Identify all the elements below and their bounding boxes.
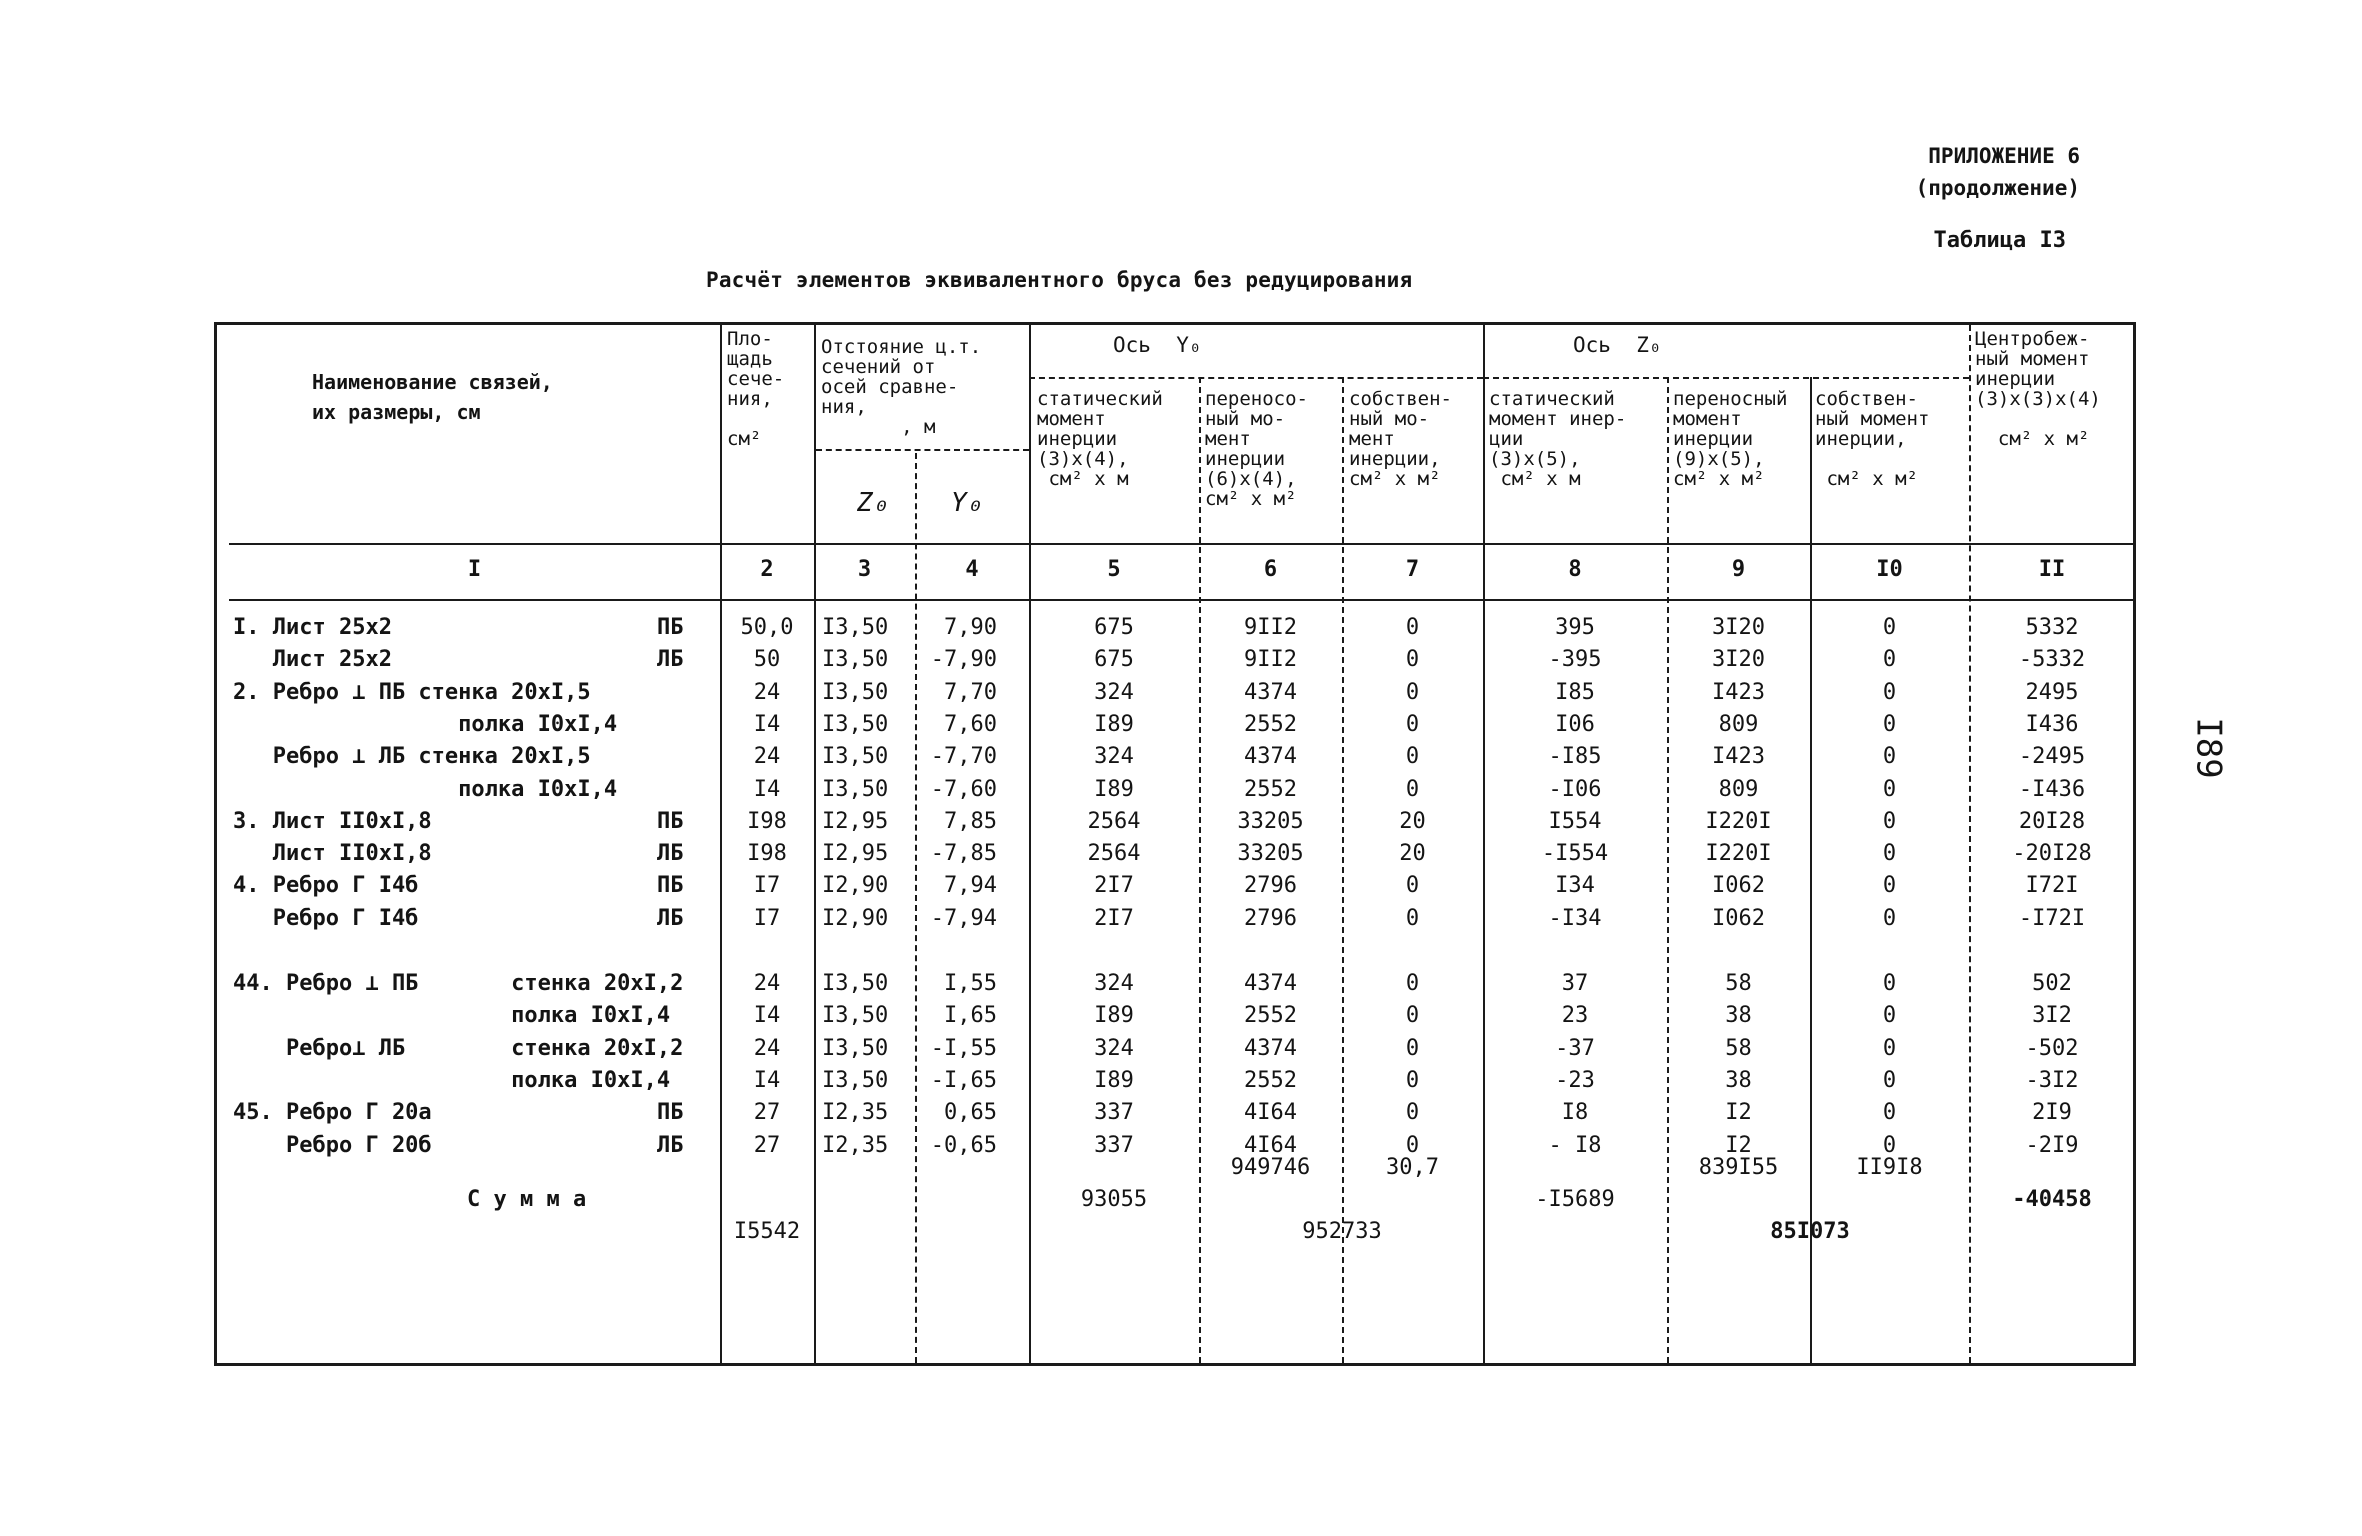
row-side: ЛБ: [657, 647, 684, 673]
cell-y: -7,60: [930, 776, 997, 802]
cell-area: I7: [753, 873, 781, 899]
cell-c7: 0: [1405, 679, 1420, 705]
cell-c9: 58: [1725, 1035, 1752, 1061]
cell-c6: 9II2: [1244, 647, 1297, 673]
row-side: ПБ: [657, 873, 684, 899]
column-header-own-moment-y: собствен- ный мо- мент инерции, см² x м²: [1349, 388, 1452, 490]
cell-c7: 0: [1405, 905, 1420, 931]
cell-c5: I89: [1094, 1067, 1134, 1093]
cell-c5: I89: [1094, 776, 1134, 802]
column-header-static-moment-z: статический момент инер- ции (3)x(5), см² x м: [1489, 388, 1627, 490]
row-side: ЛБ: [657, 1132, 684, 1158]
row-name: Ребро⊥ ЛБ стенка 20xI,2: [233, 1035, 684, 1061]
cell-c8: 395: [1555, 615, 1595, 640]
cell-c11: I72I: [2025, 873, 2079, 899]
cell-area: 24: [753, 971, 781, 996]
cell-c7: 0: [1405, 1132, 1420, 1158]
cell-c7: 20: [1399, 841, 1426, 867]
cell-c6: 9II2: [1244, 615, 1297, 640]
cell-area: I4: [753, 1067, 781, 1093]
cell-y: -7,70: [930, 744, 997, 770]
cell-c8: -I06: [1548, 776, 1602, 802]
cell-c6: 4374: [1244, 679, 1297, 705]
cell-c11: 2I9: [2032, 1100, 2072, 1126]
cell-c10: 0: [1882, 873, 1897, 899]
cell-c11: -2495: [2018, 744, 2086, 770]
cell-c10: 0: [1882, 1067, 1897, 1093]
cell-z: I3,50: [822, 1035, 889, 1061]
cell-c8: -23: [1555, 1067, 1595, 1093]
cell-c9: I220I: [1705, 841, 1772, 867]
row-side: ПБ: [657, 808, 684, 834]
cell-c6: 2796: [1244, 905, 1297, 931]
cell-z: I3,50: [822, 971, 889, 996]
cell-z: I3,50: [822, 711, 889, 737]
cell-c6: 4374: [1244, 1035, 1297, 1061]
cell-y: -7,90: [930, 647, 997, 673]
row-side: ЛБ: [657, 905, 684, 931]
cell-c5: I89: [1094, 1003, 1134, 1029]
cell-y: I,55: [944, 971, 997, 996]
cell-z: I2,90: [822, 873, 889, 899]
cell-c10: 0: [1882, 1035, 1897, 1061]
cell-area: I98: [747, 841, 787, 867]
cell-c11: -2I9: [2025, 1132, 2079, 1158]
cell-c6: 2552: [1244, 1003, 1297, 1029]
cell-c10: 0: [1882, 679, 1897, 705]
row-name: 2. Ребро ⊥ ПБ стенка 20xI,5: [233, 679, 591, 705]
cell-c11: 20I28: [2018, 808, 2086, 834]
column-header-centrifugal-moment: Центробеж- ный момент инерции (3)x(3)x(4) см² x м²: [1975, 328, 2101, 450]
cell-c11: -5332: [2018, 647, 2086, 673]
row-name: 4. Ребро Г I4б: [233, 873, 419, 899]
cell-c9: 38: [1725, 1067, 1752, 1093]
cell-y: 7,70: [944, 679, 997, 705]
cell-c5: 324: [1094, 744, 1134, 770]
cell-z: I3,50: [822, 776, 889, 802]
cell-c7: 20: [1399, 808, 1426, 834]
cell-c10: 0: [1882, 776, 1897, 802]
cell-c10: 0: [1882, 744, 1897, 770]
cell-z: I2,35: [822, 1100, 889, 1126]
cell-c8: -395: [1548, 647, 1602, 673]
cell-y: 0,65: [944, 1100, 997, 1126]
cell-c8: -I34: [1548, 905, 1602, 931]
column-number: 8: [1568, 557, 1582, 582]
cell-c10: 0: [1882, 808, 1897, 834]
cell-c6: 2552: [1244, 776, 1297, 802]
sum-c5: 93055: [1080, 1187, 1148, 1212]
cell-c10: 0: [1882, 647, 1897, 673]
cell-c11: 2495: [2025, 679, 2079, 705]
column-header-transfer-moment-y: переносо- ный мо- мент инерции (6)x(4), см² x м²: [1205, 388, 1308, 510]
cell-c7: 0: [1405, 1067, 1420, 1093]
cell-y: -7,85: [930, 841, 997, 867]
cell-y: 7,94: [944, 873, 997, 899]
row-name: Ребро Г I4б: [233, 905, 419, 931]
cell-z: I2,90: [822, 905, 889, 931]
cell-c5: 324: [1094, 1035, 1134, 1061]
cell-c8: -I85: [1548, 744, 1602, 770]
sum-c9-partial: 839I55: [1698, 1155, 1779, 1180]
column-number: 3: [857, 557, 872, 582]
cell-y: -7,94: [930, 905, 997, 931]
row-side: ЛБ: [657, 841, 684, 867]
cell-c11: 3I2: [2032, 1003, 2072, 1029]
cell-z: I2,95: [822, 808, 889, 834]
cell-c11: -3I2: [2025, 1067, 2079, 1093]
cell-c7: 0: [1405, 971, 1420, 996]
cell-c8: -37: [1555, 1035, 1595, 1061]
cell-c6: 2552: [1244, 711, 1297, 737]
cell-c7: 0: [1405, 647, 1420, 673]
appendix-heading: [1916, 140, 2080, 204]
row-name: полка I0xI,4: [233, 711, 618, 737]
row-name: Лист 25x2: [233, 647, 392, 673]
row-name: Лист II0xI,8: [233, 841, 432, 867]
cell-c7: 0: [1405, 744, 1420, 770]
continued-label: (продолжение): [1915, 176, 2080, 200]
row-name: I. Лист 25x2: [233, 615, 392, 640]
column-number: I0: [1876, 557, 1903, 582]
column-header-name: Наименование связей, их размеры, см: [312, 370, 553, 424]
column-header-own-moment-z: собствен- ный момент инерции, см² x м²: [1815, 388, 1930, 490]
column-header-area: Пло- щадь сече- ния, см²: [727, 328, 785, 450]
row-name: Ребро ⊥ ЛБ стенка 20xI,5: [233, 744, 591, 770]
table-title: Расчёт элементов эквивалентного бруса без редуцирования: [706, 268, 1413, 292]
cell-area: I4: [753, 1003, 781, 1029]
cell-c8: I06: [1555, 711, 1595, 737]
cell-y: -I,55: [930, 1035, 997, 1061]
cell-c8: I8: [1561, 1100, 1589, 1126]
column-number: II: [2038, 557, 2066, 582]
cell-c10: 0: [1882, 971, 1897, 996]
cell-c9: 58: [1725, 971, 1752, 996]
cell-c9: I423: [1712, 744, 1765, 770]
cell-z: I3,50: [822, 744, 889, 770]
cell-c11: -I436: [2018, 776, 2086, 802]
cell-area: I7: [753, 905, 781, 931]
cell-c10: 0: [1882, 841, 1897, 867]
cell-c5: 2564: [1087, 808, 1141, 834]
column-header-transfer-moment-z: переносный момент инерции (9)x(5), см² x м²: [1673, 388, 1788, 490]
cell-c11: I436: [2025, 711, 2079, 737]
sum-c6-c7: 952733: [1302, 1219, 1382, 1244]
cell-area: 50,0: [740, 615, 794, 640]
cell-c6: 4I64: [1244, 1132, 1297, 1158]
cell-c6: 2552: [1244, 1067, 1297, 1093]
cell-z: I2,95: [822, 841, 889, 867]
cell-c11: 5332: [2025, 615, 2079, 640]
cell-c9: 3I20: [1712, 647, 1765, 673]
row-name: 44. Ребро ⊥ ПБ стенка 20xI,2: [233, 971, 684, 996]
cell-area: 24: [753, 744, 781, 770]
cell-c6: 4374: [1244, 744, 1297, 770]
cell-c8: 37: [1561, 971, 1589, 996]
cell-y: I,65: [944, 1003, 997, 1029]
cell-c5: 337: [1094, 1132, 1134, 1158]
cell-area: I98: [747, 808, 787, 834]
cell-c10: 0: [1882, 1132, 1897, 1158]
calculation-table: [214, 322, 2136, 1366]
cell-z: I3,50: [822, 1003, 889, 1029]
cell-c5: 675: [1094, 647, 1134, 673]
cell-c5: 337: [1094, 1100, 1134, 1126]
cell-c9: I062: [1712, 905, 1765, 931]
cell-c9: 38: [1725, 1003, 1752, 1029]
cell-c6: 33205: [1237, 841, 1304, 867]
row-name: полка I0xI,4: [233, 776, 618, 802]
cell-c8: - I8: [1548, 1132, 1602, 1158]
cell-c7: 0: [1405, 711, 1420, 737]
cell-c5: 324: [1094, 679, 1134, 705]
cell-z: I2,35: [822, 1132, 889, 1158]
cell-y: 7,90: [944, 615, 997, 640]
cell-c9: I2: [1725, 1132, 1752, 1158]
sum-c11: -40458: [2012, 1187, 2092, 1212]
cell-c8: 23: [1561, 1003, 1589, 1029]
axis-y-header: Ось Y₀: [1113, 333, 1202, 357]
cell-c8: I34: [1555, 873, 1595, 899]
cell-c8: I554: [1548, 808, 1602, 834]
cell-z: I3,50: [822, 647, 889, 673]
row-name: Ребро Г 20б: [233, 1132, 432, 1158]
sum-c9-c10: 85I073: [1770, 1219, 1850, 1244]
column-number: 9: [1731, 557, 1746, 582]
row-name: 45. Ребро Г 20а: [233, 1100, 432, 1126]
cell-c6: 4374: [1244, 971, 1297, 996]
cell-c11: 502: [2032, 971, 2072, 996]
cell-c9: I423: [1712, 679, 1765, 705]
cell-c7: 0: [1405, 1100, 1420, 1126]
cell-c11: -502: [2025, 1035, 2079, 1061]
column-number: I: [467, 557, 482, 582]
cell-c11: -I72I: [2018, 905, 2086, 931]
cell-area: 24: [753, 1035, 781, 1061]
column-number: 4: [965, 557, 979, 582]
column-number: 7: [1405, 557, 1420, 582]
sum-c7-partial: 30,7: [1386, 1155, 1439, 1180]
cell-c5: 675: [1094, 615, 1134, 640]
cell-c7: 0: [1405, 615, 1420, 640]
cell-c8: I85: [1555, 679, 1595, 705]
sum-c8: -I5689: [1535, 1187, 1615, 1212]
cell-c6: 2796: [1244, 873, 1297, 899]
cell-area: I4: [753, 711, 781, 737]
column-number: 2: [760, 557, 774, 582]
cell-c5: 2I7: [1094, 905, 1134, 931]
cell-c10: 0: [1882, 711, 1897, 737]
cell-c6: 33205: [1237, 808, 1304, 834]
cell-area: 27: [753, 1132, 781, 1158]
sum-c2: I5542: [733, 1219, 801, 1244]
cell-c11: -20I28: [2012, 841, 2092, 867]
column-header-static-moment-y: статический момент инерции (3)x(4), см² x м: [1037, 388, 1163, 490]
sum-c6-partial: 949746: [1230, 1155, 1311, 1180]
cell-area: 27: [753, 1100, 781, 1126]
cell-c10: 0: [1882, 1100, 1897, 1126]
cell-c10: 0: [1882, 615, 1897, 640]
cell-c9: 809: [1718, 776, 1759, 802]
cell-area: 24: [753, 679, 781, 705]
cell-c10: 0: [1882, 905, 1897, 931]
row-name: полка I0xI,4: [233, 1003, 671, 1029]
table-label: Таблица I3: [1933, 228, 2066, 253]
cell-y: 7,60: [944, 711, 997, 737]
sums-label: С у м м а: [467, 1187, 587, 1212]
cell-c10: 0: [1882, 1003, 1897, 1029]
cell-c5: 324: [1094, 971, 1134, 996]
column-number: 6: [1263, 557, 1278, 582]
cell-c7: 0: [1405, 1003, 1420, 1029]
row-name: полка I0xI,4: [233, 1067, 671, 1093]
cell-y: -0,65: [930, 1132, 997, 1158]
cell-z: I3,50: [822, 1067, 889, 1093]
cell-c9: I2: [1725, 1100, 1752, 1126]
cell-c8: -I554: [1541, 841, 1609, 867]
cell-c7: 0: [1405, 873, 1420, 899]
cell-c6: 4I64: [1244, 1100, 1297, 1126]
cell-y: 7,85: [944, 808, 997, 834]
cell-area: I4: [753, 776, 781, 802]
row-name: 3. Лист II0xI,8: [233, 808, 432, 834]
appendix-label: ПРИЛОЖЕНИЕ 6: [1928, 144, 2080, 168]
column-header-distance: Отстояние ц.т. сечений от осей сравне- ния, , м: [821, 336, 982, 438]
cell-c9: 809: [1718, 711, 1759, 737]
cell-c7: 0: [1405, 776, 1420, 802]
row-side: ПБ: [657, 1100, 684, 1126]
axis-z-header: Ось Z₀: [1573, 333, 1662, 357]
cell-z: I3,50: [822, 679, 889, 705]
cell-c9: 3I20: [1712, 615, 1765, 640]
cell-c5: 2564: [1087, 841, 1141, 867]
cell-area: 50: [753, 647, 781, 673]
cell-c5: 2I7: [1094, 873, 1134, 899]
cell-c9: I062: [1712, 873, 1765, 899]
cell-c5: I89: [1094, 711, 1134, 737]
cell-c7: 0: [1405, 1035, 1420, 1061]
cell-z: I3,50: [822, 615, 889, 640]
cell-c9: I220I: [1705, 808, 1772, 834]
column-header-y0: Y₀: [951, 488, 983, 518]
column-header-z0: Z₀: [857, 488, 889, 518]
row-side: ПБ: [657, 615, 684, 640]
column-number: 5: [1107, 557, 1121, 582]
sum-c10-partial: II9I8: [1856, 1155, 1923, 1180]
page-number: I89: [2188, 717, 2229, 779]
cell-y: -I,65: [930, 1067, 997, 1093]
